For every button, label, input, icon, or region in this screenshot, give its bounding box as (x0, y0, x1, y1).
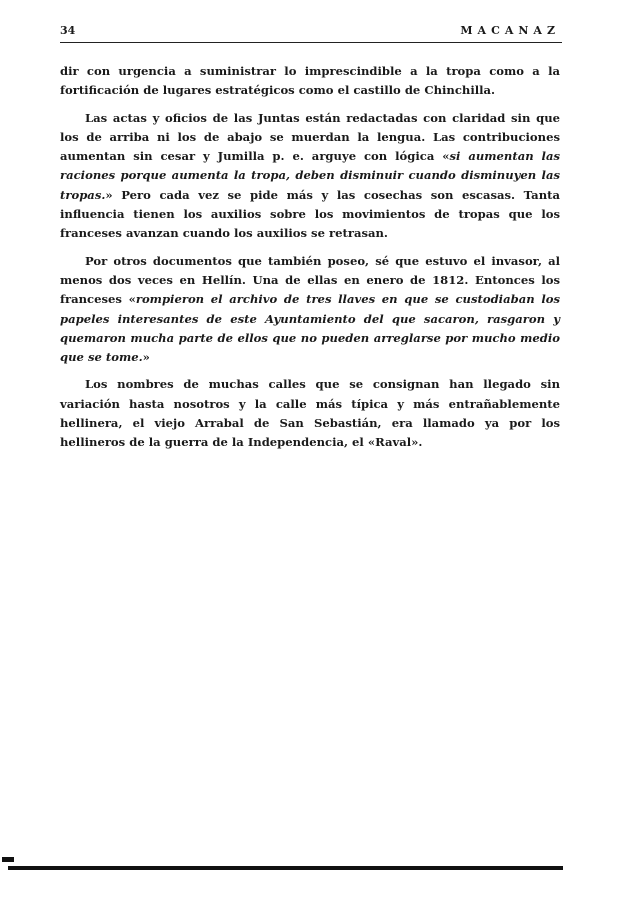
text-segment: Los nombres de muchas calles que se consignan han llegado sin variación hasta nosotros y la calle más típica y más entrañablemente hellinera, el viejo Arrabal de San Sebastián, era llamado ya por los hellineros de la guerra de la Independencia, el «Raval». (60, 377, 560, 450)
paragraph (60, 252, 560, 368)
paragraph (60, 375, 560, 452)
running-head: MACANAZ (460, 24, 560, 37)
bottom-rule (8, 866, 563, 870)
body-text (60, 62, 560, 461)
page-number: 34 (60, 24, 76, 37)
text-segment: » Pero cada vez se pide más y las cosechas son escasas. Tanta influencia tienen los auxilios sobre los movimientos de tropas que los franceses avanzan cuando los auxilios se retrasan. (60, 187, 560, 241)
text-segment: Por otros documentos que también poseo, sé que estuvo el invasor, al menos dos veces en Hellín. Una de ellas en enero de 1812. Entonces los franceses « (60, 253, 560, 307)
text-segment: Las actas y oficios de las Juntas están redactadas con claridad sin que los de arriba ni los de abajo se muerdan la lengua. Las contribuciones aumentan sin cesar y Jumilla p. e. arguye con lógica « (60, 110, 560, 164)
paragraph (60, 109, 560, 244)
text-segment: dir con urgencia a suministrar lo imprescindible a la tropa como a la fortificación de lugares estratégicos como el castillo de Chinchilla. (60, 64, 560, 98)
quote-italic: rompieron el archivo de tres llaves en que se custodiaban los papeles interesantes de este Ayuntamiento del que sacaron, rasgaron y quemaron mucha parte de ellos que no pueden arreglarse por mucho medio que se tome. (60, 292, 560, 365)
text-segment: » (142, 350, 150, 365)
page-header (60, 22, 562, 43)
quote-italic: si aumentan las raciones porque aumenta la tropa, deben disminuir cuando disminuyen las tropas. (60, 149, 560, 202)
bottom-mark (2, 857, 14, 862)
paragraph (60, 62, 560, 101)
